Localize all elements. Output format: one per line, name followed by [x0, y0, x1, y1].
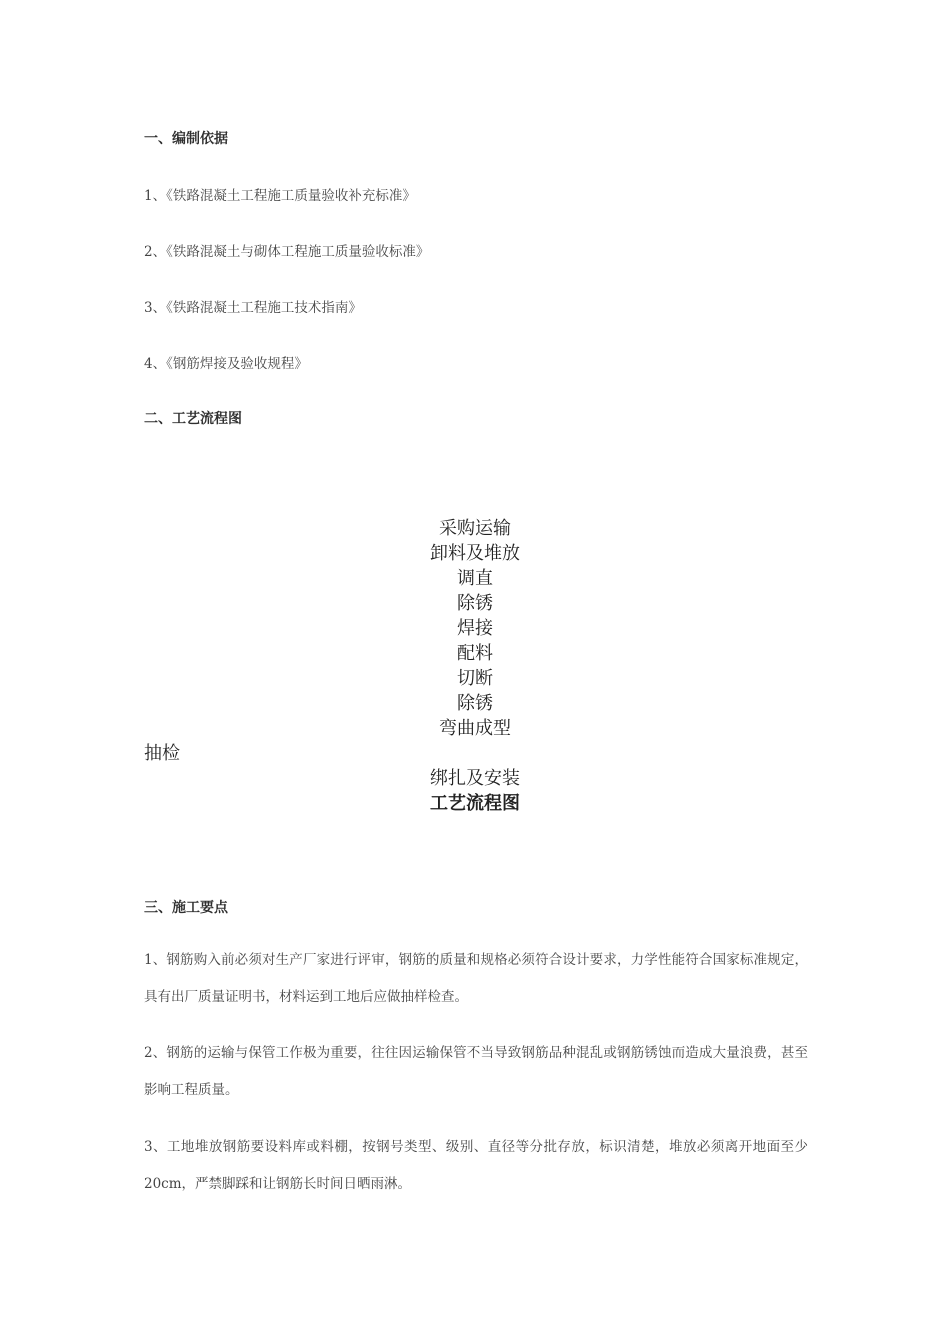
section-heading-basis: 一、编制依据 — [144, 131, 228, 147]
section-heading-key-points: 三、施工要点 — [144, 900, 228, 916]
reference-item-1: 1、《铁路混凝土工程施工质量验收补充标准》 — [144, 188, 416, 204]
flow-step: 卸料及堆放 — [430, 543, 520, 564]
section-heading-flowchart: 二、工艺流程图 — [144, 411, 242, 427]
key-point-paragraph-1: 1、钢筋购入前必须对生产厂家进行评审，钢筋的质量和规格必须符合设计要求，力学性能符合国家标准规定，具有出厂质量证明书，材料运到工地后应做抽样检查。 — [144, 952, 808, 1005]
key-point-paragraph-3: 3、工地堆放钢筋要设料库或料棚，按钢号类型、级别、直径等分批存放，标识清楚，堆放必须离开地面至少20cm，严禁脚踩和让钢筋长时间日晒雨淋。 — [144, 1139, 808, 1192]
flow-step: 调直 — [457, 568, 493, 589]
reference-item-3: 3、《铁路混凝土工程施工技术指南》 — [144, 300, 362, 316]
reference-item-4: 4、《钢筋焊接及验收规程》 — [144, 356, 308, 372]
flowchart-caption: 工艺流程图 — [430, 793, 520, 814]
flow-step: 切断 — [457, 668, 493, 689]
flow-step: 除锈 — [457, 693, 493, 714]
flow-step-final: 绑扎及安装 — [430, 768, 520, 789]
reference-item-2: 2、《铁路混凝土与砌体工程施工质量验收标准》 — [144, 244, 430, 260]
flow-step: 采购运输 — [439, 518, 511, 539]
key-point-paragraph-2: 2、钢筋的运输与保管工作极为重要，往往因运输保管不当导致钢筋品种混乱或钢筋锈蚀而造成大量浪费，甚至影响工程质量。 — [144, 1045, 808, 1098]
flow-side-step: 抽检 — [144, 743, 180, 764]
flow-step: 焊接 — [457, 618, 493, 639]
flow-step: 弯曲成型 — [439, 718, 511, 739]
flow-step: 除锈 — [457, 593, 493, 614]
flow-step: 配料 — [457, 643, 493, 664]
